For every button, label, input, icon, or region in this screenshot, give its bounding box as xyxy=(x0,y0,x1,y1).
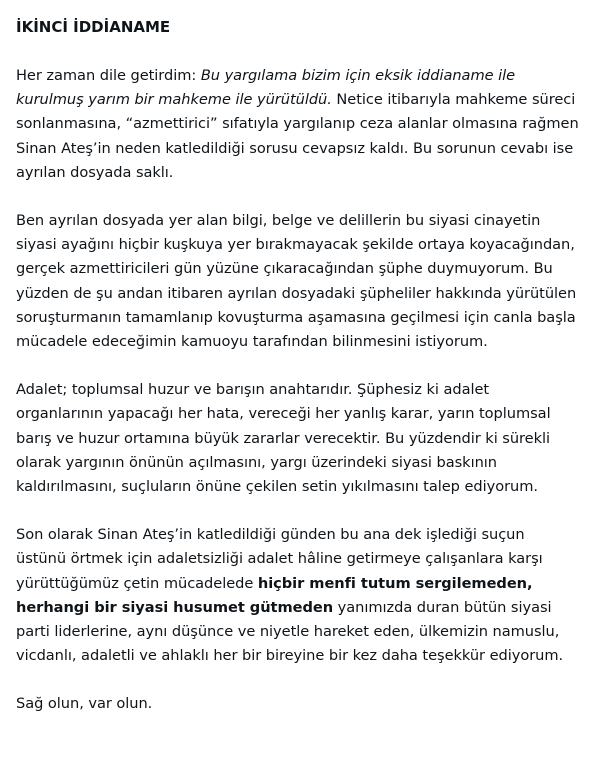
paragraph-1-segment-3: Netice itibarıyla mahkeme süreci sonlanmasına, “azmettirici” sıfatıyla yargılanıp ceza alanlar olmasına rağmen Sinan Ateş’in neden katledildiği sorusu cevapsız kaldı. Bu sorunun cevabı ise ayrılan dosyada saklı. xyxy=(16,91,579,181)
paragraph-3-segment-1: Adalet; toplumsal huzur ve barışın anahtarıdır. Şüphesiz ki adalet organlarının yapacağı her hata, vereceği her yanlış karar, yarın toplumsal barış ve huzur ortamına büyük zararlar verecektir. Bu yüzdendir ki sürekli olarak yargının önünün açılmasını, yargı üzerindeki siyasi baskının kaldırılmasını, suçluların önüne çekilen setin yıkılmasını talep ediyorum. xyxy=(16,381,551,496)
paragraph-1 xyxy=(16,64,579,185)
closing-line-text: Sağ olun, var olun. xyxy=(16,695,153,713)
paragraph-2 xyxy=(16,209,579,354)
closing-line xyxy=(16,692,579,716)
paragraph-1-segment-1: Her zaman dile getirdim: xyxy=(16,67,201,84)
paragraph-1-segment-2: Bu yargılama bizim için eksik iddianame ile kurulmuş yarım bir mahkeme ile yürütüldü. xyxy=(16,67,516,109)
paragraph-4-segment-2: hiçbir menfi tutum sergilemeden, herhangi bir siyasi husumet gütmeden xyxy=(16,574,533,616)
paragraph-3 xyxy=(16,378,579,499)
paragraph-2-segment-1: Ben ayrılan dosyada yer alan bilgi, belge ve delillerin bu siyasi cinayetin siyasi ayağını hiçbir kuşkuya yer bırakmayacak şekilde ortaya koyacağından, gerçek azmettiricileri gün yüzüne çıkaracağından şüphe duymuyorum. Bu yüzden de şu andan itibaren ayrılan dosyadaki şüpheliler hakkında yürütülen soruşturmanın tamamlanıp kovuşturma aşamasına geçilmesi için canla başla mücadele edeceğimin kamuoyu tarafından bilinmesini istiyorum. xyxy=(16,212,577,351)
document-title: İKİNCİ İDDİANAME xyxy=(16,18,171,36)
paragraph-4 xyxy=(16,523,579,668)
paragraph-4-segment-3: yanımızda duran bütün siyasi parti liderlerine, aynı düşünce ve niyetle hareket eden, ülkemizin namuslu, vicdanlı, adaletli ve ahlaklı her bir bireyine bir kez daha teşekkür ediyorum. xyxy=(16,598,564,665)
paragraph-4-segment-1: Son olarak Sinan Ateş’in katledildiği günden bu ana dek işlediği suçun üstünü örtmek için adaletsizliği adalet hâline getirmeye çalışanlara karşı yürüttüğümüz çetin mücadelede xyxy=(16,526,543,592)
